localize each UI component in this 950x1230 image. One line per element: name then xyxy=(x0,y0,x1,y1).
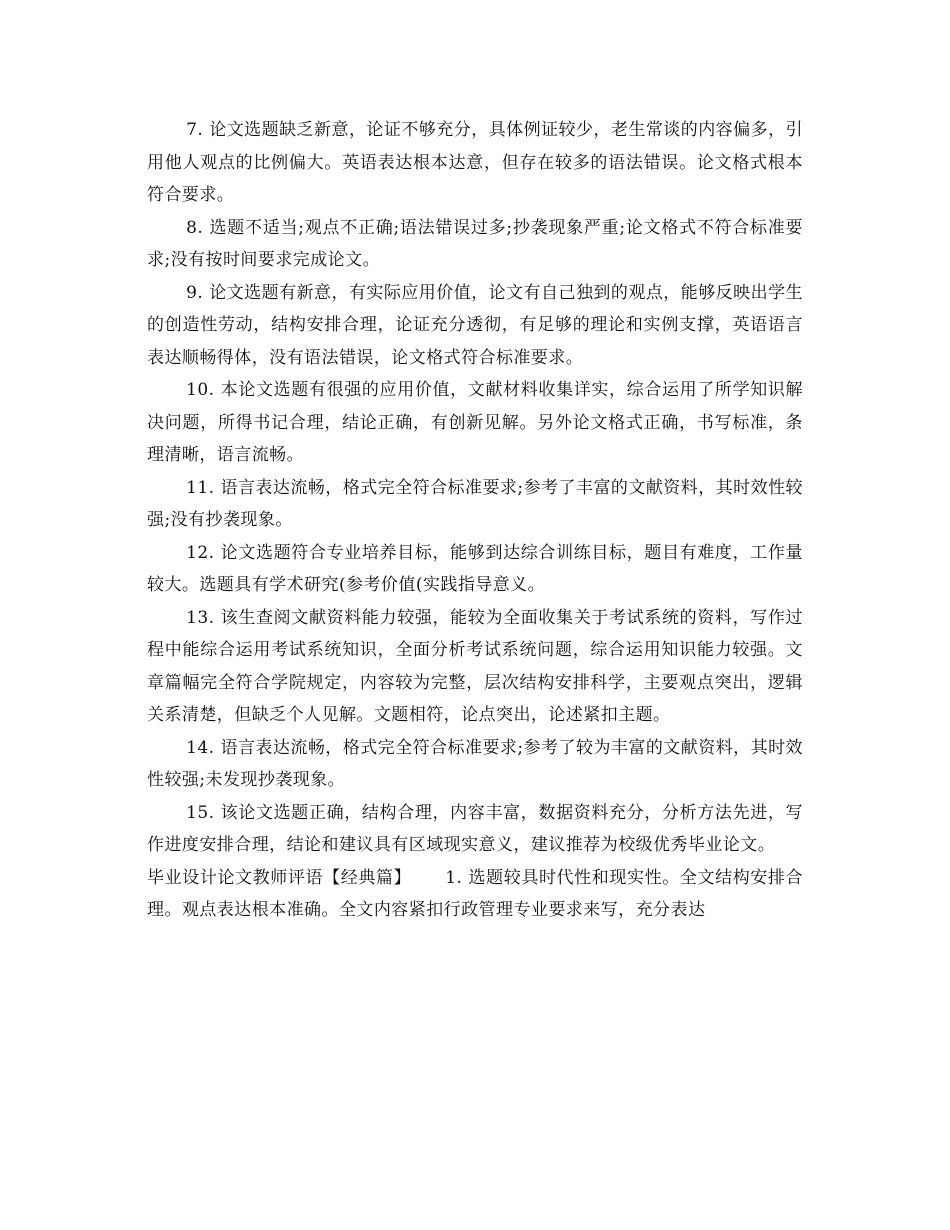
item-text: 选题较具时代性和现实性。全文结构安排合理。观点表达根本准确。全文内容紧扣行政管理专业要求来写，充分表达 xyxy=(147,867,803,920)
item-text: 选题不适当;观点不正确;语法错误过多;抄袭现象严重;论文格式不符合标准要求;没有按时间要求完成论文。 xyxy=(147,217,803,270)
item-number: 8. xyxy=(186,217,204,238)
item-text: 本论文选题有很强的应用价值，文献材料收集详实，综合运用了所学知识解决问题，所得书记合理，结论正确，有创新见解。另外论文格式正确，书写标准，条理清晰，语言流畅。 xyxy=(147,380,803,465)
item-number: 10. xyxy=(186,380,215,400)
item-text: 语言表达流畅，格式完全符合标准要求;参考了丰富的文献资料，其时效性较强;没有抄袭现象。 xyxy=(147,477,803,530)
item-text: 论文选题有新意，有实际应用价值，论文有自己独到的观点，能够反映出学生的创造性劳动，结构安排合理，论证充分透彻，有足够的理论和实例支撑，英语语言表达顺畅得体，没有语法错误，论文格式符合标准要求。 xyxy=(147,282,803,368)
section-heading: 毕业设计论文教师评语【经典篇】 xyxy=(147,867,412,888)
item-number: 13. xyxy=(186,607,215,628)
comment-paragraph-9 xyxy=(147,277,803,375)
item-text: 该论文选题正确，结构合理，内容丰富，数据资料充分，分析方法先进，写作进度安排合理，结论和建议具有区域现实意义，建议推荐为校级优秀毕业论文。 xyxy=(147,802,803,855)
item-number: 14. xyxy=(186,737,215,758)
comment-paragraph-8 xyxy=(147,212,803,277)
item-text: 该生查阅文献资料能力较强，能较为全面收集关于考试系统的资料，写作过程中能综合运用考试系统知识，全面分析考试系统问题，综合运用知识能力较强。文章篇幅完全符合学院规定，内容较为完整，层次结构安排科学，主要观点突出，逻辑关系清楚，但缺乏个人见解。文题相符，论点突出，论述紧扣主题。 xyxy=(147,607,803,725)
item-number: 12. xyxy=(186,542,215,563)
comment-paragraph-12 xyxy=(147,537,803,602)
comment-paragraph-10 xyxy=(147,374,803,472)
item-text: 语言表达流畅，格式完全符合标准要求;参考了较为丰富的文献资料，其时效性较强;未发现抄袭现象。 xyxy=(147,737,803,790)
item-number: 1. xyxy=(445,867,463,888)
item-text: 论文选题符合专业培养目标，能够到达综合训练目标，题目有难度，工作量较大。选题具有学术研究(参考价值(实践指导意义。 xyxy=(147,542,803,595)
comment-paragraph-7 xyxy=(147,114,803,212)
comment-paragraph-15 xyxy=(147,797,803,862)
item-number: 15. xyxy=(186,802,215,823)
comment-paragraph-14 xyxy=(147,732,803,797)
item-number: 11. xyxy=(186,477,215,498)
item-number: 9. xyxy=(186,282,204,303)
section-paragraph xyxy=(147,862,803,927)
comment-paragraph-11 xyxy=(147,472,803,537)
item-number: 7. xyxy=(186,120,204,140)
item-text: 论文选题缺乏新意，论证不够充分，具体例证较少，老生常谈的内容偏多，引用他人观点的比例偏大。英语表达根本达意，但存在较多的语法错误。论文格式根本符合要求。 xyxy=(147,120,803,205)
document-page xyxy=(147,114,803,927)
comment-paragraph-13 xyxy=(147,602,803,732)
